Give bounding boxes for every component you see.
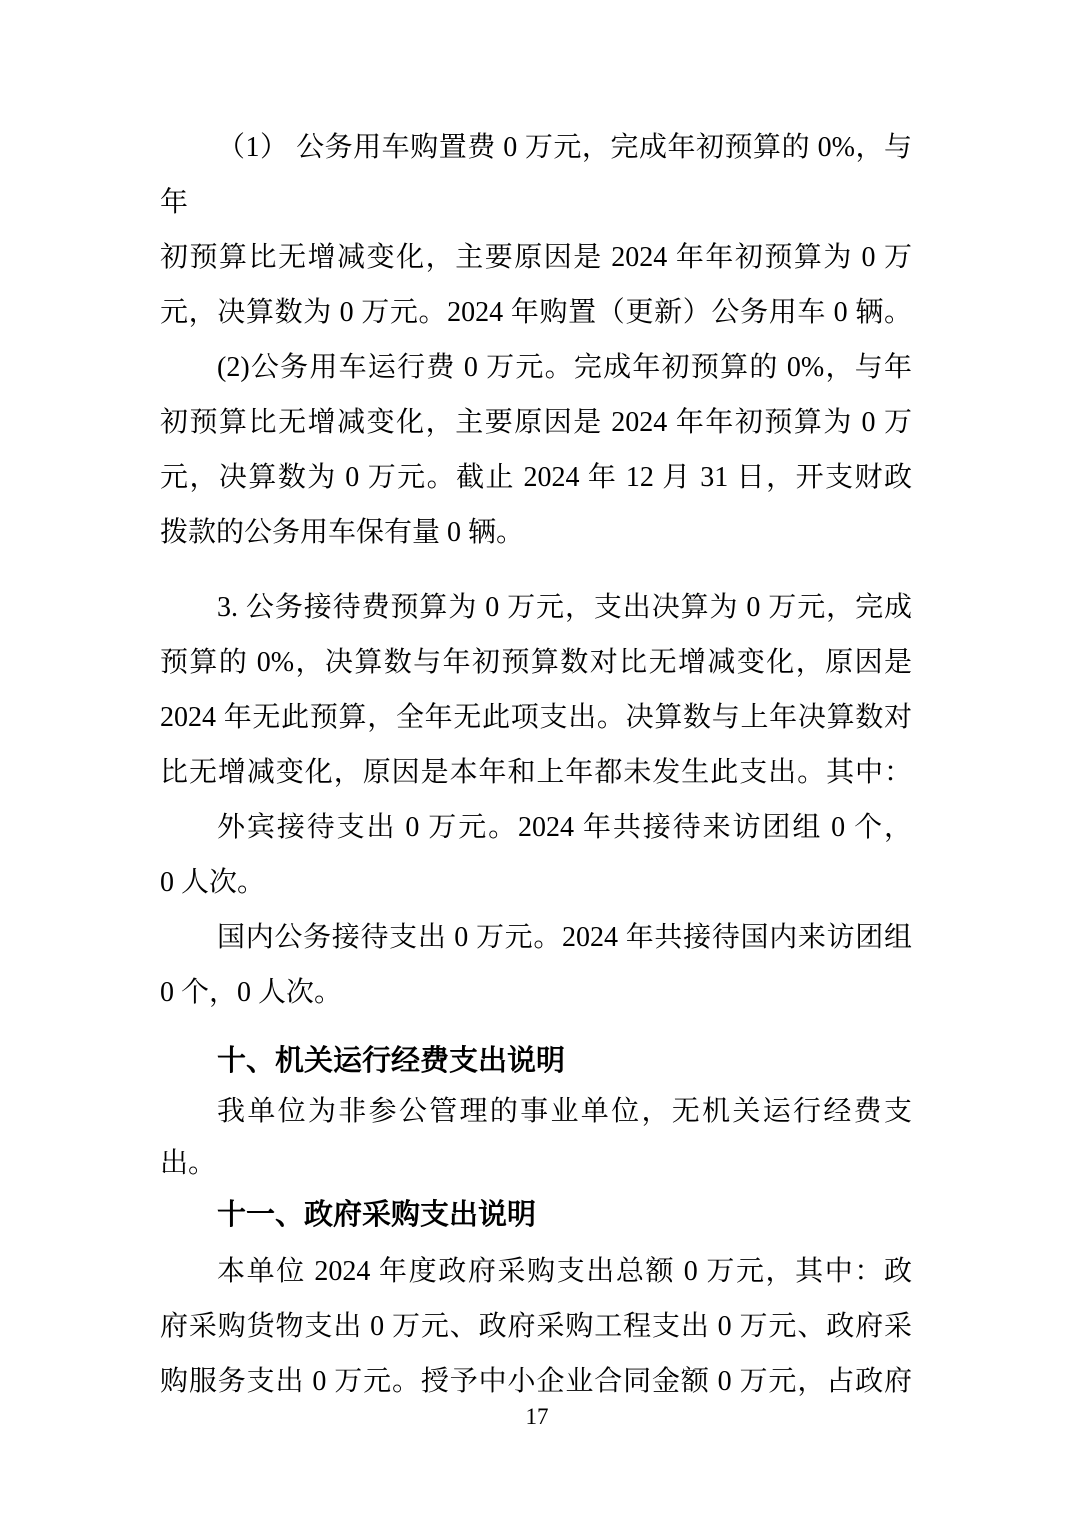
paragraph bbox=[160, 910, 912, 1020]
text-line: （1） 公务用车购置费 0 万元，完成年初预算的 0%，与年 bbox=[160, 132, 912, 218]
text-line: 0 个，0 人次。 bbox=[160, 977, 343, 1008]
text-line: 元，决算数为 0 万元。2024 年购置（更新）公务用车 0 辆。 bbox=[160, 297, 912, 328]
section-heading bbox=[160, 1036, 912, 1086]
text-line: 十一、政府采购支出说明 bbox=[217, 1199, 537, 1231]
text-line: 十、机关运行经费支出说明 bbox=[217, 1045, 566, 1077]
text-line: 拨款的公务用车保有量 0 辆。 bbox=[160, 517, 525, 548]
document-body bbox=[160, 120, 912, 1409]
text-line: 初预算比无增减变化，主要原因是 2024 年年初预算为 0 万 bbox=[160, 407, 912, 438]
paragraph bbox=[160, 1086, 912, 1190]
paragraph bbox=[160, 580, 912, 800]
text-line: 我单位为非参公管理的事业单位，无机关运行经费支 bbox=[217, 1096, 912, 1127]
paragraph bbox=[160, 800, 912, 910]
text-line: 初预算比无增减变化，主要原因是 2024 年年初预算为 0 万 bbox=[160, 242, 912, 273]
text-line: 2024 年无此预算，全年无此项支出。决算数与上年决算数对 bbox=[160, 702, 912, 733]
text-line: 出。 bbox=[160, 1148, 217, 1179]
text-line: 3. 公务接待费预算为 0 万元，支出决算为 0 万元，完成 bbox=[217, 592, 912, 623]
text-line: 国内公务接待支出 0 万元。2024 年共接待国内来访团组 bbox=[217, 922, 912, 953]
text-line: 本单位 2024 年度政府采购支出总额 0 万元，其中：政 bbox=[217, 1256, 912, 1287]
text-line: 府采购货物支出 0 万元、政府采购工程支出 0 万元、政府采 bbox=[160, 1311, 912, 1342]
text-line: (2)公务用车运行费 0 万元。完成年初预算的 0%，与年 bbox=[217, 352, 912, 383]
section-heading bbox=[160, 1190, 912, 1240]
text-line: 元，决算数为 0 万元。截止 2024 年 12 月 31 日，开支财政 bbox=[160, 462, 912, 493]
text-line: 0 人次。 bbox=[160, 867, 266, 898]
text-line: 比无增减变化，原因是本年和上年都未发生此支出。其中： bbox=[160, 757, 912, 788]
text-line: 预算的 0%，决算数与年初预算数对比无增减变化，原因是 bbox=[160, 647, 912, 678]
paragraph bbox=[160, 340, 912, 560]
paragraph bbox=[160, 120, 912, 340]
page-number: 17 bbox=[525, 1404, 549, 1429]
text-line: 购服务支出 0 万元。授予中小企业合同金额 0 万元，占政府 bbox=[160, 1366, 912, 1397]
paragraph bbox=[160, 1244, 912, 1409]
text-line: 外宾接待支出 0 万元。2024 年共接待来访团组 0 个， bbox=[217, 812, 912, 843]
page-footer bbox=[0, 1402, 1074, 1432]
